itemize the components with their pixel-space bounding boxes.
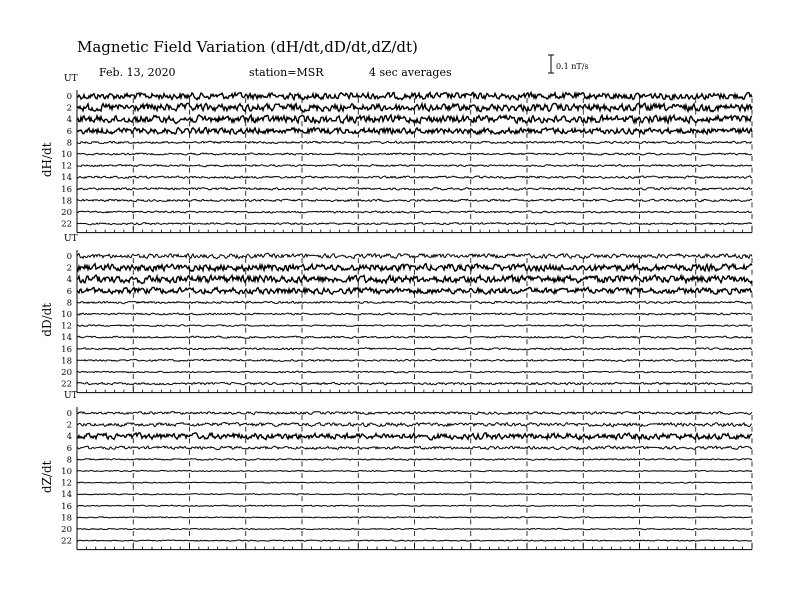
row-label: 4 [66,115,72,126]
y-axis-label: dZ/dt [40,460,54,494]
scale-bar-label: 0.1 nT/s [556,62,589,71]
row-label: 0 [66,409,72,419]
trace-line [77,253,752,259]
trace-line [77,141,752,144]
row-label: 8 [66,298,72,309]
y-axis-label: dD/dt [40,302,54,337]
trace-line [77,223,752,225]
row-label: 2 [66,420,72,431]
trace-line [77,165,752,167]
row-label: 22 [61,536,72,547]
trace-line [77,211,752,213]
station-label: station=MSR [249,66,324,79]
row-label: 20 [61,208,72,218]
row-label: 8 [66,455,72,466]
scale-bar [548,55,554,73]
row-label: 18 [61,513,72,524]
row-label: 0 [66,252,72,262]
row-label: 12 [61,478,72,489]
row-label: 4 [66,275,72,286]
ut-label: UT [64,74,78,84]
trace-line [77,528,752,529]
trace-line [77,313,752,315]
trace-line [77,470,752,471]
row-label: 18 [61,356,72,367]
trace-line [77,505,752,506]
ut-label: UT [64,391,78,401]
row-label: 14 [61,333,72,344]
row-label: 6 [66,126,72,137]
row-label: 0 [66,92,72,102]
trace-line [77,188,752,191]
trace-line [77,301,752,304]
row-label: 18 [61,196,72,207]
trace-line [77,494,752,495]
trace-line [77,459,752,461]
row-label: 20 [61,525,72,535]
chart-title: Magnetic Field Variation (dH/dt,dD/dt,dZ/dt) [77,38,418,56]
panel-dZ-dt [40,391,752,550]
row-label: 16 [61,184,72,195]
row-label: 8 [66,138,72,149]
trace-line [77,348,752,350]
trace-line [77,336,752,338]
row-label: 14 [61,173,72,184]
trace-line [77,382,752,385]
trace-line [77,482,752,483]
row-label: 22 [61,379,72,390]
panel-dH-dt [40,74,752,233]
row-label: 12 [61,161,72,172]
date-label: Feb. 13, 2020 [99,66,176,79]
row-label: 14 [61,490,72,501]
trace-line [77,153,752,155]
row-label: 10 [61,150,72,160]
row-label: 2 [66,263,72,274]
row-label: 4 [66,432,72,443]
row-label: 16 [61,501,72,512]
trace-line [77,446,752,450]
panel-dD-dt [40,234,752,393]
row-label: 20 [61,368,72,378]
trace-line [77,176,752,179]
trace-line [77,423,752,427]
trace-line [77,540,752,541]
trace-line [77,371,752,373]
trace-line [77,517,752,518]
trace-line [77,325,752,327]
row-label: 10 [61,310,72,320]
trace-line [77,359,752,361]
trace-line [77,412,752,415]
trace-line [77,199,752,202]
row-label: 6 [66,443,72,454]
row-label: 2 [66,103,72,114]
ut-label: UT [64,234,78,244]
row-label: 6 [66,286,72,297]
row-label: 22 [61,219,72,230]
row-label: 12 [61,321,72,332]
averaging-label: 4 sec averages [369,66,452,79]
row-label: 16 [61,344,72,355]
row-label: 10 [61,467,72,477]
y-axis-label: dH/dt [40,142,54,178]
